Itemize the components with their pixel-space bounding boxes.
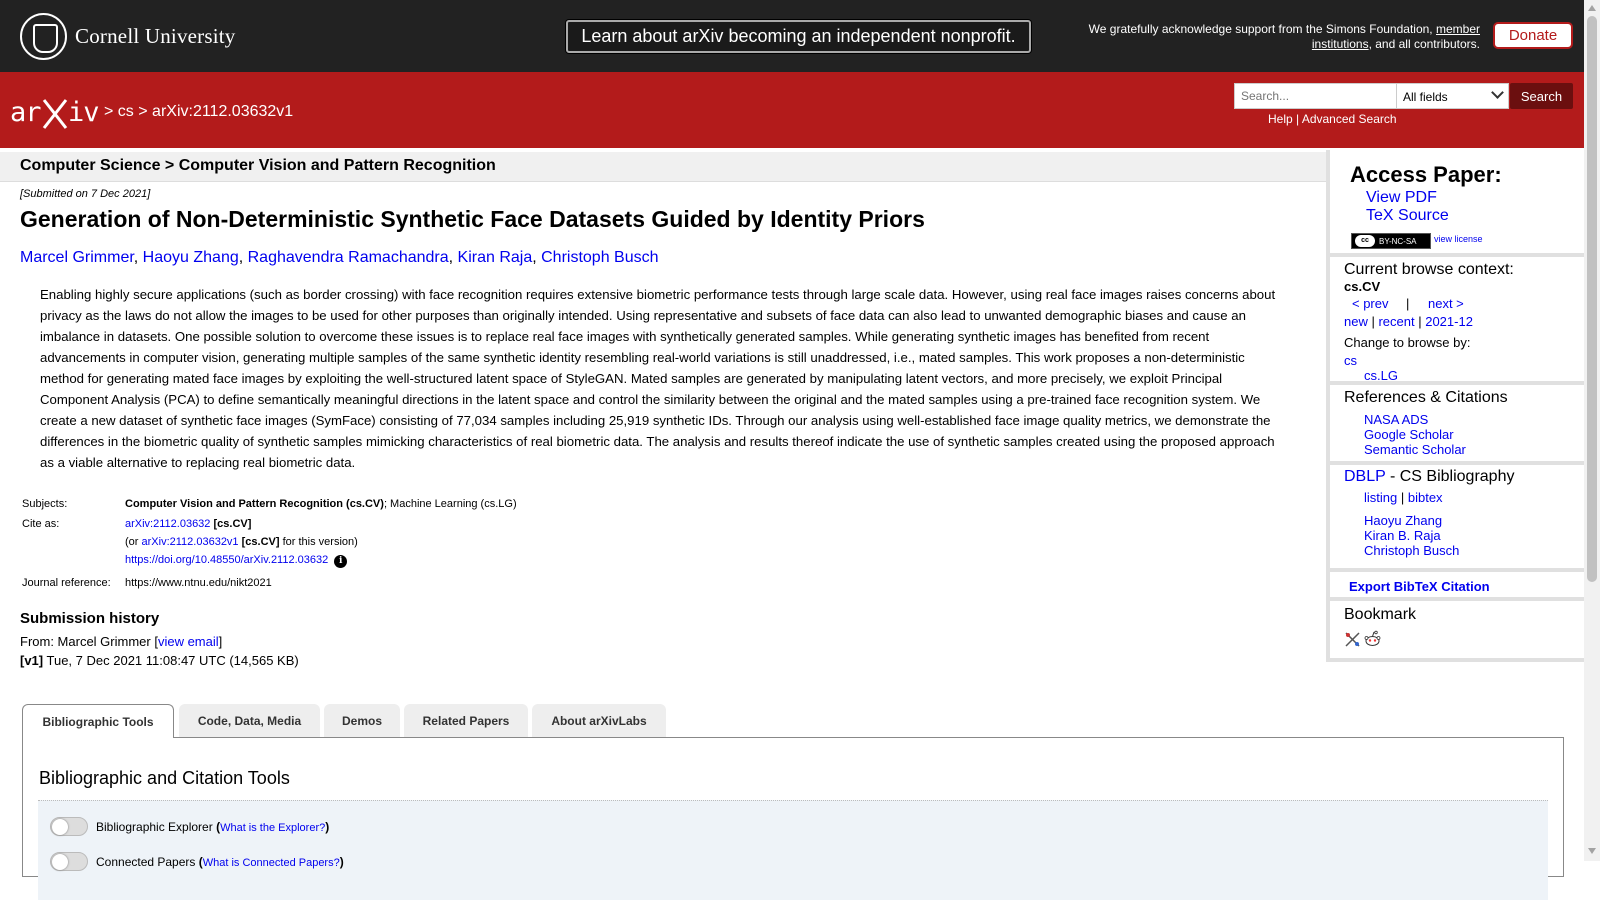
- extra-services-sidebar: [1326, 150, 1584, 662]
- submission-date: [Submitted on 7 Dec 2021]: [20, 188, 151, 200]
- search-button[interactable]: Search: [1510, 83, 1573, 109]
- tool1-close-paren: ): [325, 820, 330, 834]
- change-browse-label: Change to browse by:: [1344, 335, 1471, 350]
- dblp-author-link[interactable]: Kiran B. Raja: [1364, 528, 1441, 543]
- recent-link[interactable]: recent: [1378, 314, 1415, 329]
- page-scrollbar[interactable]: [1584, 0, 1600, 861]
- tab-related-papers[interactable]: Related Papers: [404, 704, 528, 737]
- google-scholar-link[interactable]: Google Scholar: [1364, 427, 1454, 442]
- scrollbar-thumb[interactable]: [1587, 16, 1597, 582]
- ack-prefix: We gratefully acknowledge support from the Simons Foundation,: [1088, 22, 1433, 36]
- browse-cs-link[interactable]: cs: [1344, 353, 1357, 368]
- search-input[interactable]: [1234, 83, 1397, 109]
- acknowledgement-text: [1060, 22, 1480, 52]
- listing-link[interactable]: listing: [1364, 490, 1398, 505]
- cite-version-link[interactable]: arXiv:2112.03632v1: [141, 536, 239, 548]
- top-banner: [0, 0, 1584, 72]
- connected-papers-label: [96, 855, 344, 869]
- cite-label: Cite as:: [22, 518, 60, 530]
- version-entry: [20, 653, 299, 668]
- breadcrumb: [104, 103, 293, 121]
- cc-icon: cc: [1355, 235, 1375, 247]
- cc-license-badge[interactable]: [1351, 233, 1431, 249]
- search-field-value: All fields: [1403, 90, 1448, 104]
- cite-version-value: [125, 536, 358, 548]
- chevron-down-icon: [1491, 86, 1504, 99]
- help-links: [1268, 112, 1397, 126]
- nav-separator: |: [1406, 296, 1410, 311]
- version-label: [v1]: [20, 653, 44, 668]
- cornell-logo-link[interactable]: [20, 12, 236, 60]
- view-email-link[interactable]: view email: [157, 634, 219, 649]
- cite-id-link[interactable]: arXiv:2112.03632: [125, 518, 211, 530]
- reddit-icon[interactable]: [1364, 630, 1381, 647]
- bibliographic-explorer-toggle[interactable]: [50, 817, 88, 836]
- tools-list: [38, 800, 1548, 900]
- cite-version-suffix: for this version): [282, 536, 358, 548]
- help-separator: |: [1296, 112, 1300, 126]
- browse-context-value: cs.CV: [1344, 279, 1381, 294]
- dblp-link[interactable]: DBLP: [1344, 468, 1386, 485]
- export-bibtex-link[interactable]: Export BibTeX Citation: [1349, 579, 1490, 594]
- breadcrumb-paper-id: arXiv:2112.03632v1: [152, 103, 294, 120]
- next-link[interactable]: next >: [1428, 296, 1464, 311]
- dblp-author-link[interactable]: Christoph Busch: [1364, 543, 1460, 558]
- new-link[interactable]: new: [1344, 314, 1368, 329]
- tab-bibliographic-tools[interactable]: Bibliographic Tools: [22, 704, 174, 738]
- dblp-author-link[interactable]: Haoyu Zhang: [1364, 513, 1443, 528]
- view-pdf-link[interactable]: View PDF: [1366, 189, 1437, 206]
- bibtex-link[interactable]: bibtex: [1407, 490, 1443, 505]
- from-suffix: ]: [218, 634, 223, 649]
- author-list: Marcel Grimmer, Haoyu Zhang, Raghavendra Ramachandra, Kiran Raja, Christoph Busch: [20, 249, 659, 266]
- cite-version-category: [cs.CV]: [241, 536, 280, 548]
- cite-or-prefix: (or: [125, 536, 139, 548]
- access-paper-section: [1330, 150, 1584, 257]
- scroll-up-arrow-icon[interactable]: [1588, 5, 1596, 11]
- access-paper-heading: Access Paper:: [1350, 162, 1502, 187]
- svg-text:iv: iv: [68, 97, 99, 128]
- dblp-section: [1330, 465, 1584, 572]
- author-link[interactable]: Haoyu Zhang: [142, 249, 239, 266]
- tex-source-link[interactable]: TeX Source: [1366, 207, 1449, 224]
- doi-value: [125, 554, 347, 568]
- tab-code-data-media[interactable]: Code, Data, Media: [179, 704, 320, 737]
- version-text: Tue, 7 Dec 2021 11:08:47 UTC (14,565 KB): [46, 653, 299, 668]
- arxiv-header: [0, 72, 1584, 148]
- bibliographic-explorer-label: [96, 820, 329, 834]
- info-icon[interactable]: i: [334, 555, 347, 568]
- cite-value: [125, 518, 251, 530]
- semantic-scholar-link[interactable]: Semantic Scholar: [1364, 442, 1466, 457]
- arxiv-logo-icon[interactable]: [10, 94, 100, 130]
- browse-cslg-link[interactable]: cs.LG: [1364, 368, 1398, 383]
- donate-button[interactable]: Donate: [1493, 22, 1573, 49]
- what-is-connected-papers-link[interactable]: What is Connected Papers?: [202, 857, 340, 869]
- category-path: Computer Science > Computer Vision and Pattern Recognition: [20, 157, 496, 174]
- references-heading: References & Citations: [1344, 389, 1508, 406]
- abstract-text: Enabling highly secure applications (such as border crossing) with face recognition requires extensive biometric performance tests through large scale data. However, using real face images raises concerns about privacy as the laws do not allow the images to be used for other purposes than originally intended. Using representative and subsets of face data can also lead to unwanted demographic biases and cause an imbalance in datasets. One possible solution to overcome these issues is to replace real face images with synthetically generated samples. While generating synthetic images has benefited from recent advancements in computer vision, generating multiple samples of the same synthetic identity resembling real-world variations is still unaddressed, i.e., mated samples. This work proposes a non-deterministic method for generating mated face images by exploiting the well-structured latent space of StyleGAN. Mated samples are generated by manipulating latent vectors, and more precisely, we exploit Principal Component Analysis (PCA) to define semantically meaningful directions in the latent space and control the similarity between the original and the mated samples using a pre-trained face recognition system. We create a new dataset of synthetic face images (SymFace) consisting of 77,034 samples including 25,919 synthetic IDs. Through our analysis using well-established face image quality metrics, we demonstrate the differences in the biometric quality of synthetic samples mimicking characteristics of real biometric data. The analysis and results thereof indicate the use of synthetic samples created using the proposed approach as a viable alternative to replacing real biometric data.: [40, 287, 1276, 470]
- tool1-label: Bibliographic Explorer: [96, 820, 213, 834]
- bibsonomy-icon[interactable]: [1344, 631, 1361, 648]
- author-link[interactable]: Raghavendra Ramachandra: [247, 249, 449, 266]
- author-link[interactable]: Kiran Raja: [457, 249, 533, 266]
- dblp-links: listing | bibtex: [1364, 490, 1443, 505]
- author-link[interactable]: Marcel Grimmer: [20, 249, 134, 266]
- scroll-down-arrow-icon[interactable]: [1588, 848, 1596, 854]
- announcement-button[interactable]: Learn about arXiv becoming an independent nonprofit.: [566, 20, 1031, 53]
- author-link[interactable]: Christoph Busch: [541, 249, 659, 266]
- institution-name: Cornell University: [75, 23, 236, 48]
- bookmark-heading: Bookmark: [1344, 606, 1417, 623]
- tool2-open-paren: (: [198, 855, 203, 869]
- what-is-explorer-link[interactable]: What is the Explorer?: [220, 822, 326, 834]
- connected-papers-toggle[interactable]: [50, 852, 88, 871]
- breadcrumb-cs-link[interactable]: cs: [117, 103, 134, 120]
- dblp-heading: [1344, 468, 1514, 486]
- doi-link[interactable]: https://doi.org/10.48550/arXiv.2112.03632: [125, 554, 329, 566]
- paper-title: Generation of Non-Deterministic Synthetic Face Datasets Guided by Identity Priors: [20, 206, 925, 232]
- cite-category: [cs.CV]: [213, 518, 252, 530]
- browse-links: new | recent | 2021-12: [1344, 314, 1473, 329]
- license-badge-text: BY-NC-SA: [1379, 236, 1417, 246]
- tool2-close-paren: ): [339, 855, 344, 869]
- from-prefix: From: Marcel Grimmer [: [20, 634, 158, 649]
- advanced-search-link[interactable]: Advanced Search: [1301, 112, 1397, 126]
- export-section: [1330, 572, 1584, 601]
- secondary-subjects: ; Machine Learning (cs.LG): [383, 498, 517, 510]
- tool1-open-paren: (: [216, 820, 221, 834]
- browse-context-heading: Current browse context:: [1344, 261, 1514, 278]
- help-link[interactable]: Help: [1268, 112, 1293, 126]
- breadcrumb-separator: >: [138, 103, 148, 120]
- member-institutions-link[interactable]: member institutions: [1311, 22, 1480, 51]
- svg-text:ar: ar: [10, 97, 41, 128]
- journal-label: Journal reference:: [22, 577, 111, 589]
- nasa-ads-link[interactable]: NASA ADS: [1364, 412, 1429, 427]
- month-link[interactable]: 2021-12: [1425, 314, 1473, 329]
- dblp-suffix: - CS Bibliography: [1385, 468, 1515, 485]
- view-license-link[interactable]: view license: [1434, 234, 1483, 244]
- subjects-label: Subjects:: [22, 498, 68, 510]
- cornell-seal-icon: [20, 13, 67, 60]
- breadcrumb-separator: >: [104, 103, 114, 120]
- panel-title: Bibliographic and Citation Tools: [39, 768, 290, 788]
- references-section: [1330, 385, 1584, 465]
- bibliographic-tools-panel: [22, 737, 1564, 877]
- subjects-value: [125, 498, 517, 510]
- search-field-select[interactable]: [1396, 83, 1509, 109]
- tool2-label: Connected Papers: [96, 855, 196, 869]
- tab-about-arxivlabs[interactable]: About arXivLabs: [532, 704, 666, 737]
- category-bar: [0, 152, 1326, 182]
- journal-value: https://www.ntnu.edu/nikt2021: [125, 577, 272, 589]
- tab-demos[interactable]: Demos: [324, 704, 400, 737]
- bookmark-section: [1330, 601, 1584, 662]
- primary-subject: Computer Vision and Pattern Recognition (cs.CV): [125, 498, 384, 510]
- prev-link[interactable]: < prev: [1352, 296, 1389, 311]
- browse-context-section: [1330, 257, 1584, 385]
- submission-from: [20, 634, 222, 649]
- ack-suffix: , and all contributors.: [1368, 37, 1480, 51]
- submission-history-heading: Submission history: [20, 610, 160, 627]
